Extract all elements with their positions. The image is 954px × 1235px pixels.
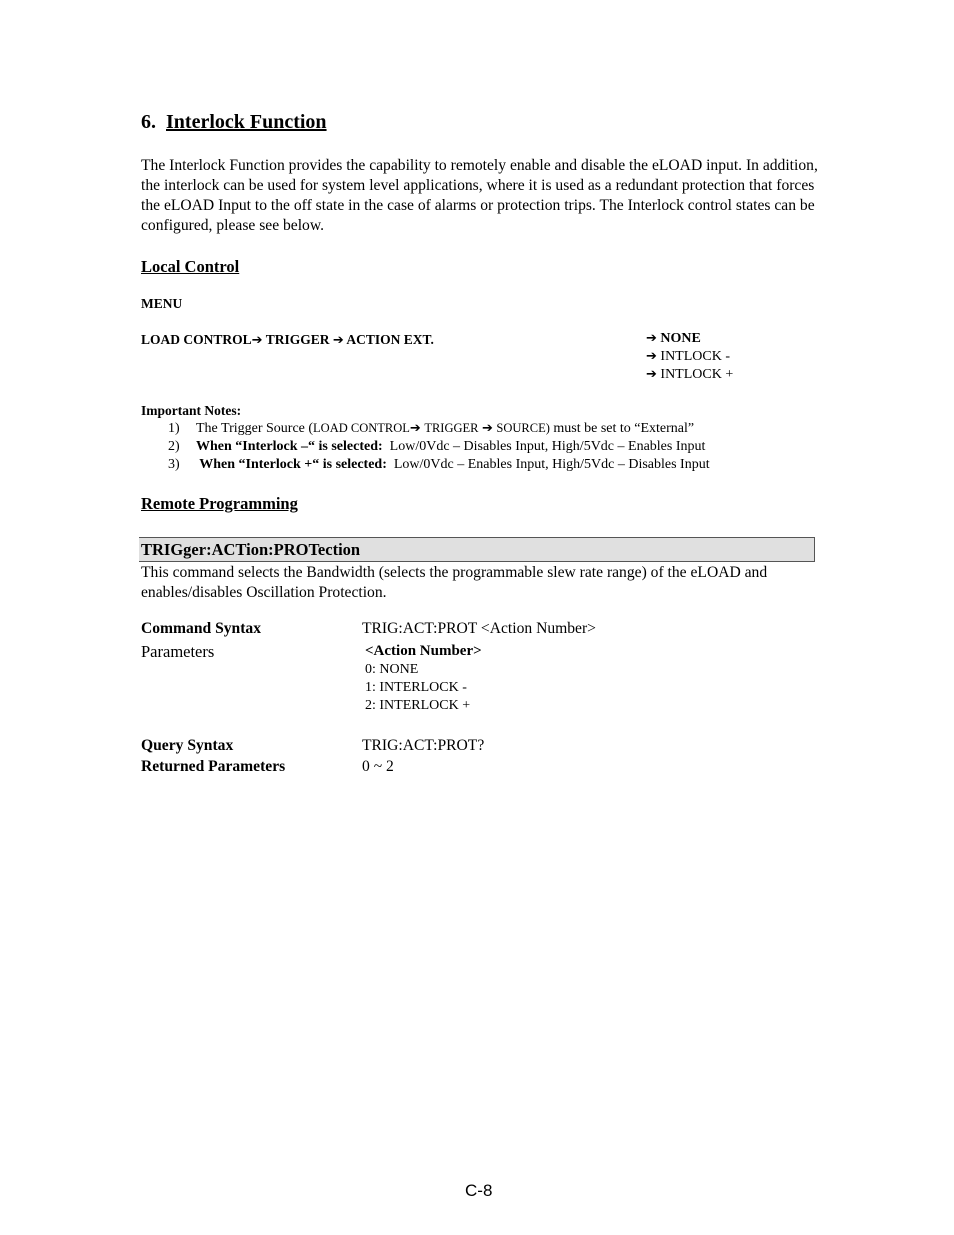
command-syntax-value: TRIG:ACT:PROT <Action Number> <box>362 620 596 637</box>
section-number: 6. <box>141 111 156 133</box>
command-description: This command selects the Bandwidth (selects the programmable slew rate range) of the eLOAD and enables/disables Oscillation Protection. <box>141 564 768 601</box>
menu-label: MENU <box>141 296 183 311</box>
right-arrow-icon: ➔ <box>251 333 263 348</box>
parameter-value: 1: INTERLOCK - <box>365 680 467 695</box>
right-arrow-icon: ➔ <box>646 367 657 382</box>
parameters-label: Parameters <box>141 642 215 661</box>
option-intlock-minus <box>646 349 730 365</box>
right-arrow-icon: ➔ <box>482 421 493 436</box>
menu-path-step: ACTION EXT. <box>346 332 434 347</box>
remote-programming-heading: Remote Programming <box>141 494 298 513</box>
command-header-bar <box>139 537 815 562</box>
parameter-value: 0: NONE <box>365 662 419 677</box>
parameters-heading: <Action Number> <box>365 643 482 659</box>
notes-heading: Important Notes: <box>141 403 242 418</box>
option-label: INTLOCK + <box>660 367 734 382</box>
command-name: TRIGger:ACTion:PROTection <box>141 540 361 559</box>
parameter-value: 2: INTERLOCK + <box>365 698 471 713</box>
note-item: 2) When “Interlock –“ is selected: Low/0Vdc – Disables Input, High/5Vdc – Enables Input <box>168 439 706 454</box>
section-title: Interlock Function <box>166 111 327 133</box>
menu-path <box>141 332 434 348</box>
returned-parameters-value: 0 ~ 2 <box>362 758 394 775</box>
option-label: INTLOCK - <box>660 349 731 364</box>
option-none <box>646 331 701 347</box>
option-label: NONE <box>660 331 701 346</box>
intro-paragraph: The Interlock Function provides the capability to remotely enable and disable the eLOAD input. In addition, the interlock can be used for system level applications, where it is used as a redundant protection that forces the eLOAD Input to the off state in the case of alarms or protection trips. The Interlock control states can be configured, please see below. <box>141 157 818 234</box>
right-arrow-icon: ➔ <box>646 349 657 364</box>
right-arrow-icon: ➔ <box>332 333 344 348</box>
menu-path-step: LOAD CONTROL <box>141 332 252 347</box>
returned-parameters-label: Returned Parameters <box>141 758 286 775</box>
local-control-heading: Local Control <box>141 257 240 276</box>
command-syntax-label: Command Syntax <box>141 620 262 637</box>
note-item: 3) When “Interlock +“ is selected: Low/0Vdc – Enables Input, High/5Vdc – Disables Input <box>168 457 710 472</box>
right-arrow-icon: ➔ <box>409 421 421 436</box>
menu-path-step: TRIGGER <box>265 332 330 347</box>
right-arrow-icon: ➔ <box>646 331 657 346</box>
section-heading <box>141 111 327 134</box>
option-intlock-plus <box>646 367 733 383</box>
query-syntax-value: TRIG:ACT:PROT? <box>362 737 485 754</box>
page-number: C-8 <box>465 1181 493 1200</box>
query-syntax-label: Query Syntax <box>141 737 234 754</box>
note-item: 1) The Trigger Source (LOAD CONTROL➔ TRIGGER ➔ SOURCE) must be set to “External” <box>168 421 695 436</box>
